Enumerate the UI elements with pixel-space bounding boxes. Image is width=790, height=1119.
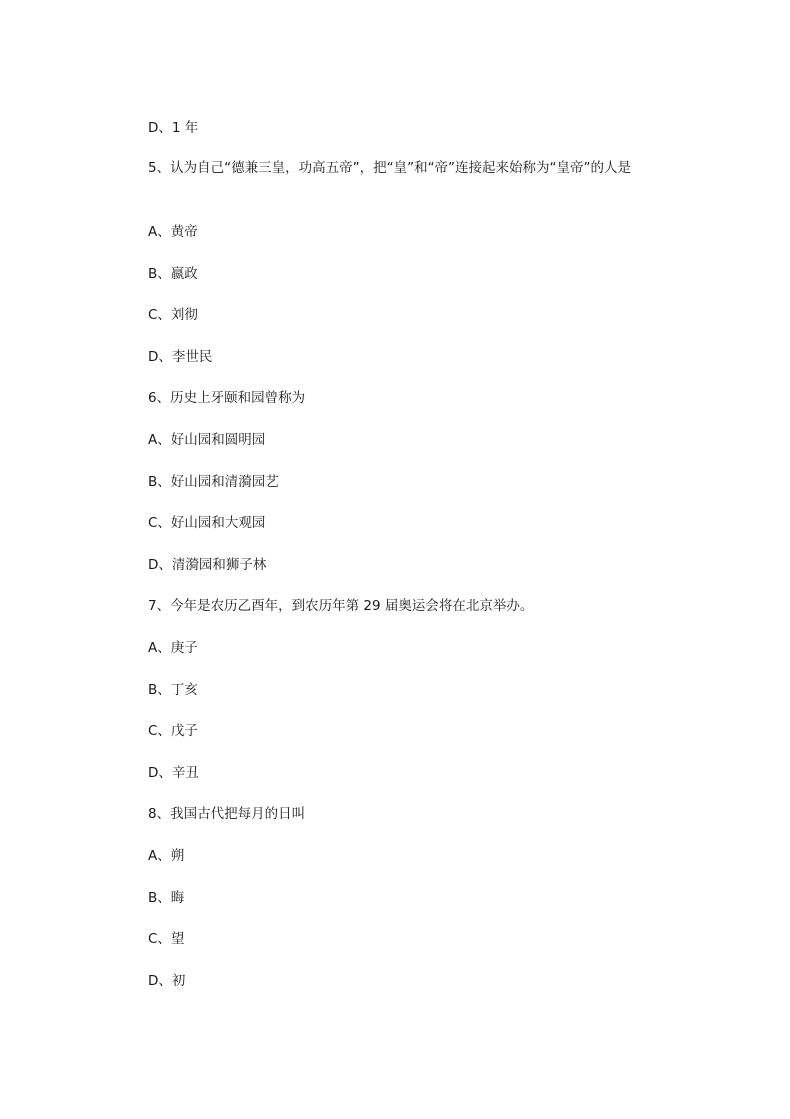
question-4-option-d: D、1 年 — [148, 120, 199, 136]
question-6-option-d: D、清漪园和狮子林 — [148, 557, 267, 573]
question-5-option-a: A、黄帝 — [148, 224, 198, 240]
question-6-stem: 6、历史上牙颐和园曾称为 — [148, 390, 306, 406]
question-8-option-b: B、晦 — [148, 890, 185, 906]
question-6-option-c: C、好山园和大观园 — [148, 515, 266, 531]
question-5-option-b: B、嬴政 — [148, 266, 198, 282]
question-7-option-d: D、辛丑 — [148, 765, 199, 781]
question-7-option-b: B、丁亥 — [148, 682, 198, 698]
question-8-option-a: A、朔 — [148, 848, 185, 864]
question-6-option-a: A、好山园和圆明园 — [148, 432, 266, 448]
question-5-stem: 5、认为自己“德兼三皇，功高五帝”，把“皇”和“帝”连接起来始称为“皇帝”的人是 — [148, 160, 632, 176]
question-5-option-c: C、刘彻 — [148, 307, 198, 323]
question-6-option-b: B、好山园和清漪园艺 — [148, 474, 279, 490]
question-7-option-c: C、戊子 — [148, 723, 198, 739]
question-5-option-d: D、李世民 — [148, 349, 213, 365]
question-8-option-c: C、望 — [148, 931, 185, 947]
question-8-option-d: D、初 — [148, 973, 186, 989]
question-8-stem: 8、我国古代把每月的日叫 — [148, 806, 306, 822]
question-7-option-a: A、庚子 — [148, 640, 198, 656]
question-7-stem: 7、今年是农历乙酉年，到农历年第 29 届奥运会将在北京举办。 — [148, 598, 534, 614]
